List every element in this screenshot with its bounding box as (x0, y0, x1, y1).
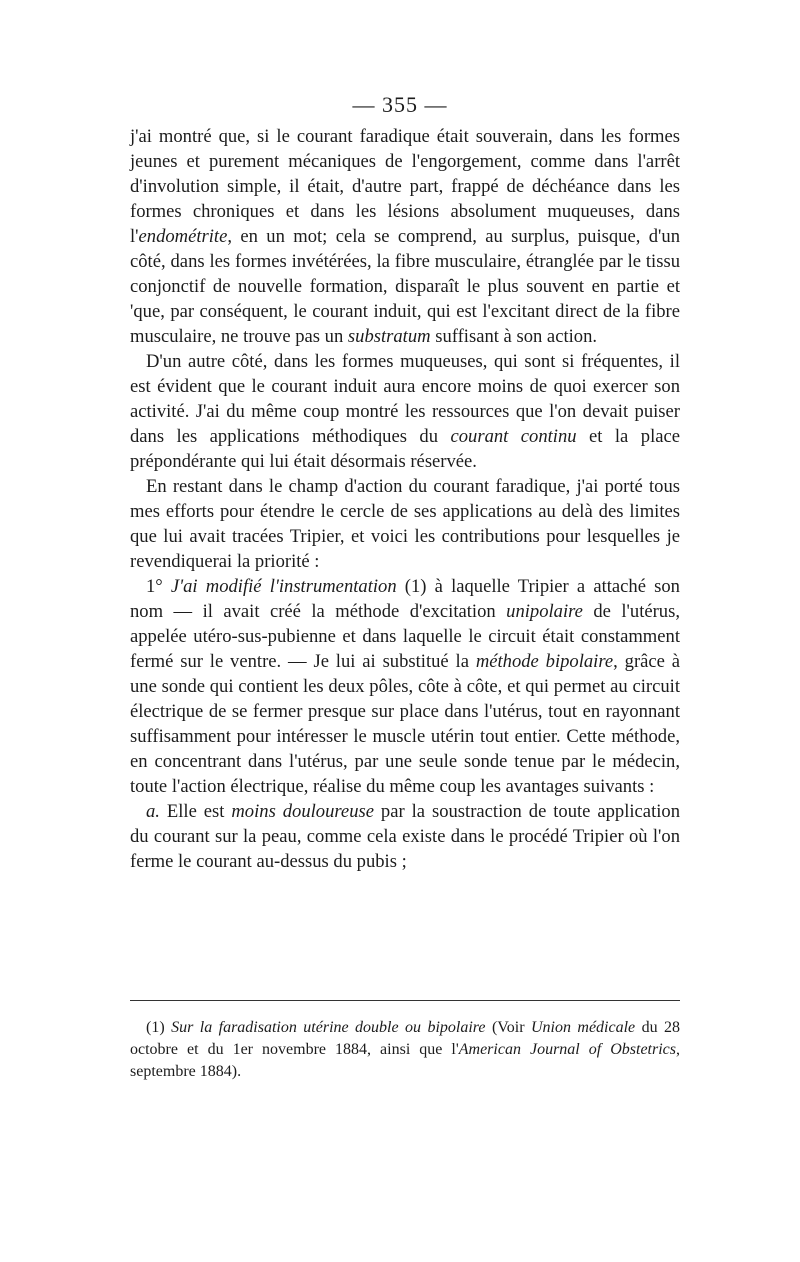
text-run: 1° (146, 576, 171, 597)
footnote-text (130, 1017, 680, 1083)
text-run: (1) à laquelle Tripier a attaché son nom — il avait créé la méthode d'excitation (130, 576, 680, 622)
italic-text: Union médicale (530, 1019, 636, 1036)
italic-text: Sur la faradisation utérine double ou bipolaire (171, 1019, 486, 1036)
italic-text: a. (146, 801, 167, 822)
italic-text: méthode bipolaire (475, 651, 614, 672)
paragraph (130, 574, 680, 799)
paragraph (130, 474, 680, 574)
italic-text: moins douloureuse (231, 801, 374, 822)
text-run: du 28 octobre et du 1er novembre 1884, ainsi que l' (130, 1019, 681, 1058)
italic-text: substratum (347, 326, 431, 347)
text-run: En restant dans le champ d'action du courant faradique, j'ai porté tous mes efforts pour étendre le cercle de ses applications au delà des limites que lui avait tracées Tripier, et voici les contributions pour lesquelles je revendiquerai la priorité : (130, 476, 680, 572)
text-run: et la place prépondérante qui lui était désormais réservée. (130, 426, 680, 472)
italic-text: courant continu (450, 426, 577, 447)
footnote-divider (130, 1000, 680, 1001)
italic-text: J'ai modifié l'instrumentation (170, 576, 397, 597)
italic-text: unipolaire (506, 601, 583, 622)
text-run: (Voir (485, 1019, 531, 1036)
text-run: suffisant à son action. (430, 326, 598, 347)
text-run: , grâce à une sonde qui contient les deux pôles, côte à côte, et qui permet au circuit électrique de se fermer presque sur place dans l'utérus, tout en rayonnant suffisamment pour intéresser le muscle utérin tout entier. Cette méthode, en concentrant dans l'utérus, par une seule sonde tenue par le médecin, toute l'action électrique, réalise du même coup les avantages suivants : (130, 651, 680, 797)
paragraph (130, 349, 680, 474)
footnote (130, 1017, 680, 1083)
text-run: j'ai montré que, si le courant faradique était souverain, dans les formes jeunes et purement mécaniques de l'engorgement, comme dans l'arrêt d'involution simple, il était, d'autre part, frappé de déchéance dans les formes chroniques et dans les lésions absolument muqueuses, dans l' (130, 126, 680, 247)
text-run: par la soustraction de toute application du courant sur la peau, comme cela existe dans le procédé Tripier où l'on ferme le courant au-dessus du pubis ; (130, 801, 680, 872)
paragraph (130, 124, 680, 349)
paragraph (130, 799, 680, 874)
page-number: — 355 — (352, 92, 448, 117)
body-text (130, 124, 680, 874)
text-run: D'un autre côté, dans les formes muqueuses, qui sont si fréquentes, il est évident que le courant induit aura encore moins de quoi exercer son activité. J'ai du même coup montré les ressources que l'on devait puiser dans les applications méthodiques du (130, 351, 680, 447)
text-run: , en un mot; cela se comprend, au surplus, puisque, d'un côté, dans les formes invétérées, la fibre musculaire, étranglée par le tissu conjonctif de nouvelle formation, disparaît le plus souvent en partie et 'que, par conséquent, le courant induit, qui est l'excitant direct de la fibre musculaire, ne trouve pas un (130, 226, 680, 347)
italic-text: endométrite (138, 226, 228, 247)
text-run: Elle est (166, 801, 232, 822)
text-run: , septembre 1884). (130, 1041, 681, 1080)
text-run: (1) (146, 1019, 172, 1036)
italic-text: American Journal of Obstetrics (458, 1041, 677, 1058)
text-run: de l'utérus, appelée utéro-sus-pubienne et dans laquelle le circuit était constamment fermé sur le ventre. — Je lui ai substitué la (130, 601, 680, 672)
